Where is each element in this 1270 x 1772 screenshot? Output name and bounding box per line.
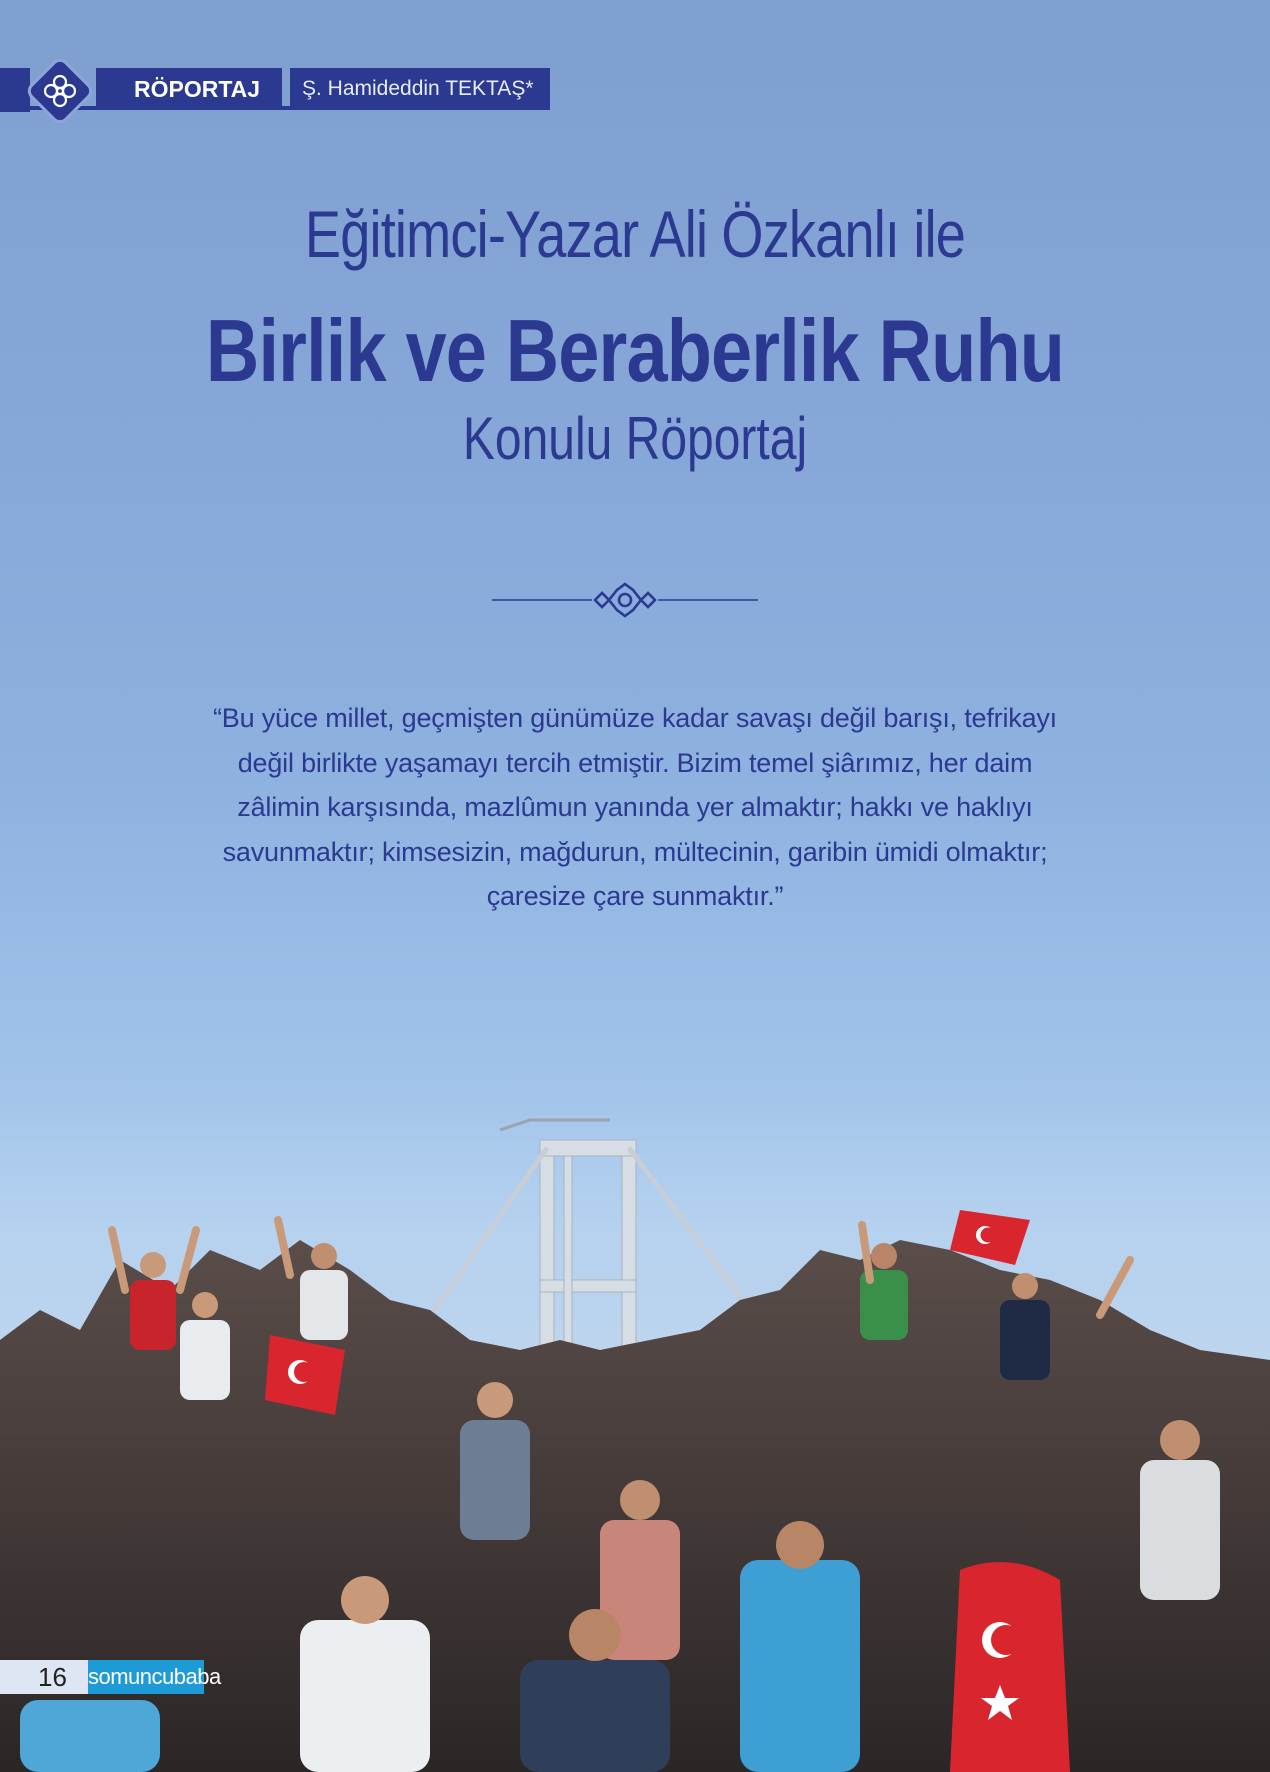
quote-line: çaresize çare sunmaktır.” bbox=[486, 881, 784, 911]
title-subtitle: Konulu Röportaj bbox=[462, 405, 808, 472]
page-number: 16 bbox=[0, 1660, 90, 1694]
quote-line: “Bu yüce millet, geçmişten günümüze kadar savaşı değil barışı, tefrikayı bbox=[213, 703, 1057, 733]
quote-line: değil birlikte yaşamayı tercih etmiştir. Bizim temel şiârımız, her daim bbox=[237, 747, 1033, 778]
title-prefix: Eğitimci-Yazar Ali Özkanlı ile bbox=[304, 197, 966, 271]
ornament-badge-icon bbox=[22, 53, 98, 129]
page-title: Birlik ve Beraberlik Ruhu bbox=[205, 301, 1065, 400]
divider-ornament-icon bbox=[492, 580, 758, 620]
quote-line: savunmaktır; kimsesizin, mağdurun, mültecinin, garibin ümidi olmaktır; bbox=[222, 836, 1048, 867]
pull-quote bbox=[160, 696, 1110, 919]
magazine-brand: somuncubaba bbox=[88, 1660, 204, 1694]
author-name: Ş. Hamideddin TEKTAŞ* bbox=[290, 68, 550, 110]
section-label: RÖPORTAJ bbox=[96, 68, 282, 110]
quote-line: zâlimin karşısında, mazlûmun yanında yer almaktır; hakkı ve haklıyı bbox=[237, 792, 1033, 822]
